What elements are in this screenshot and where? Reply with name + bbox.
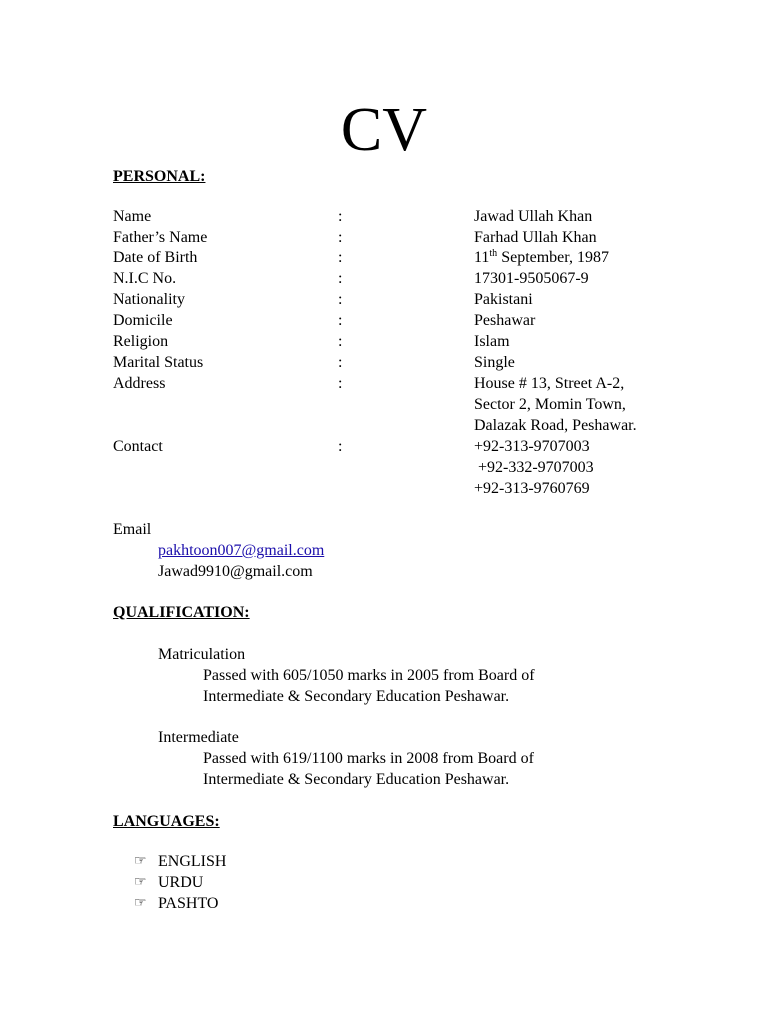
field-contact: [0, 436, 768, 457]
field-domicile: [0, 310, 768, 331]
qualification-heading: QUALIFICATION:: [113, 604, 250, 621]
field-colon: :: [338, 270, 343, 287]
field-label: Domicile: [113, 312, 173, 329]
field-value: Peshawar: [474, 312, 536, 329]
field-date-of-birth: [0, 247, 768, 268]
field-label: Date of Birth: [113, 249, 198, 266]
field-colon: :: [338, 375, 343, 392]
pointing-hand-icon: ☞: [134, 896, 147, 911]
email-text: Jawad9910@gmail.com: [158, 563, 313, 580]
field-colon: :: [338, 291, 343, 308]
field-value: Pakistani: [474, 291, 533, 308]
field-religion: [0, 331, 768, 352]
field-colon: :: [338, 208, 343, 225]
document-title: CV: [340, 96, 428, 164]
qualification-detail: Intermediate & Secondary Education Peshawar.: [203, 771, 510, 788]
qualification-title: Intermediate: [158, 729, 239, 746]
field-label: Nationality: [113, 291, 185, 308]
address-line: Dalazak Road, Peshawar.: [474, 417, 637, 434]
field-value: Jawad Ullah Khan: [474, 208, 593, 225]
language-item: PASHTO: [158, 895, 219, 912]
field-label: Father’s Name: [113, 229, 208, 246]
field-colon: :: [338, 354, 343, 371]
field-label: Religion: [113, 333, 169, 350]
contact-line: +92-332-9707003: [478, 459, 594, 476]
field-father-name: [0, 227, 768, 248]
contact-line: +92-313-9707003: [474, 438, 590, 455]
dob-rest: September, 1987: [497, 249, 609, 266]
email-label: Email: [113, 521, 152, 538]
field-colon: :: [338, 438, 343, 455]
qualification-detail: Passed with 605/1050 marks in 2005 from Board of: [203, 667, 535, 684]
contact-line: +92-313-9760769: [474, 480, 590, 497]
field-value: Single: [474, 354, 515, 371]
field-value: Islam: [474, 333, 510, 350]
field-value: Farhad Ullah Khan: [474, 229, 597, 246]
field-colon: :: [338, 249, 343, 266]
field-label: Name: [113, 208, 152, 225]
field-name: [0, 206, 768, 227]
field-value: [474, 247, 609, 268]
pointing-hand-icon: ☞: [134, 875, 147, 890]
dob-day: 11: [474, 249, 490, 266]
field-colon: :: [338, 229, 343, 246]
qualification-detail: Passed with 619/1100 marks in 2008 from Board of: [203, 750, 534, 767]
qualification-title: Matriculation: [158, 646, 246, 663]
field-label: N.I.C No.: [113, 270, 177, 287]
qualification-detail: Intermediate & Secondary Education Peshawar.: [203, 688, 510, 705]
field-colon: :: [338, 333, 343, 350]
language-item: ENGLISH: [158, 853, 227, 870]
email-link[interactable]: pakhtoon007@gmail.com: [158, 542, 325, 559]
field-marital-status: [0, 352, 768, 373]
address-line: House # 13, Street A-2,: [474, 375, 625, 392]
field-nic: [0, 268, 768, 289]
field-colon: :: [338, 312, 343, 329]
field-label: Address: [113, 375, 166, 392]
field-label: Contact: [113, 438, 163, 455]
personal-heading: PERSONAL:: [113, 168, 206, 185]
field-address: [0, 373, 768, 394]
field-value: 17301-9505067-9: [474, 270, 589, 287]
address-line: Sector 2, Momin Town,: [474, 396, 626, 413]
dob-ordinal: th: [489, 248, 498, 259]
language-item: URDU: [158, 874, 204, 891]
field-label: Marital Status: [113, 354, 204, 371]
languages-heading: LANGUAGES:: [113, 813, 220, 830]
pointing-hand-icon: ☞: [134, 854, 147, 869]
field-nationality: [0, 289, 768, 310]
